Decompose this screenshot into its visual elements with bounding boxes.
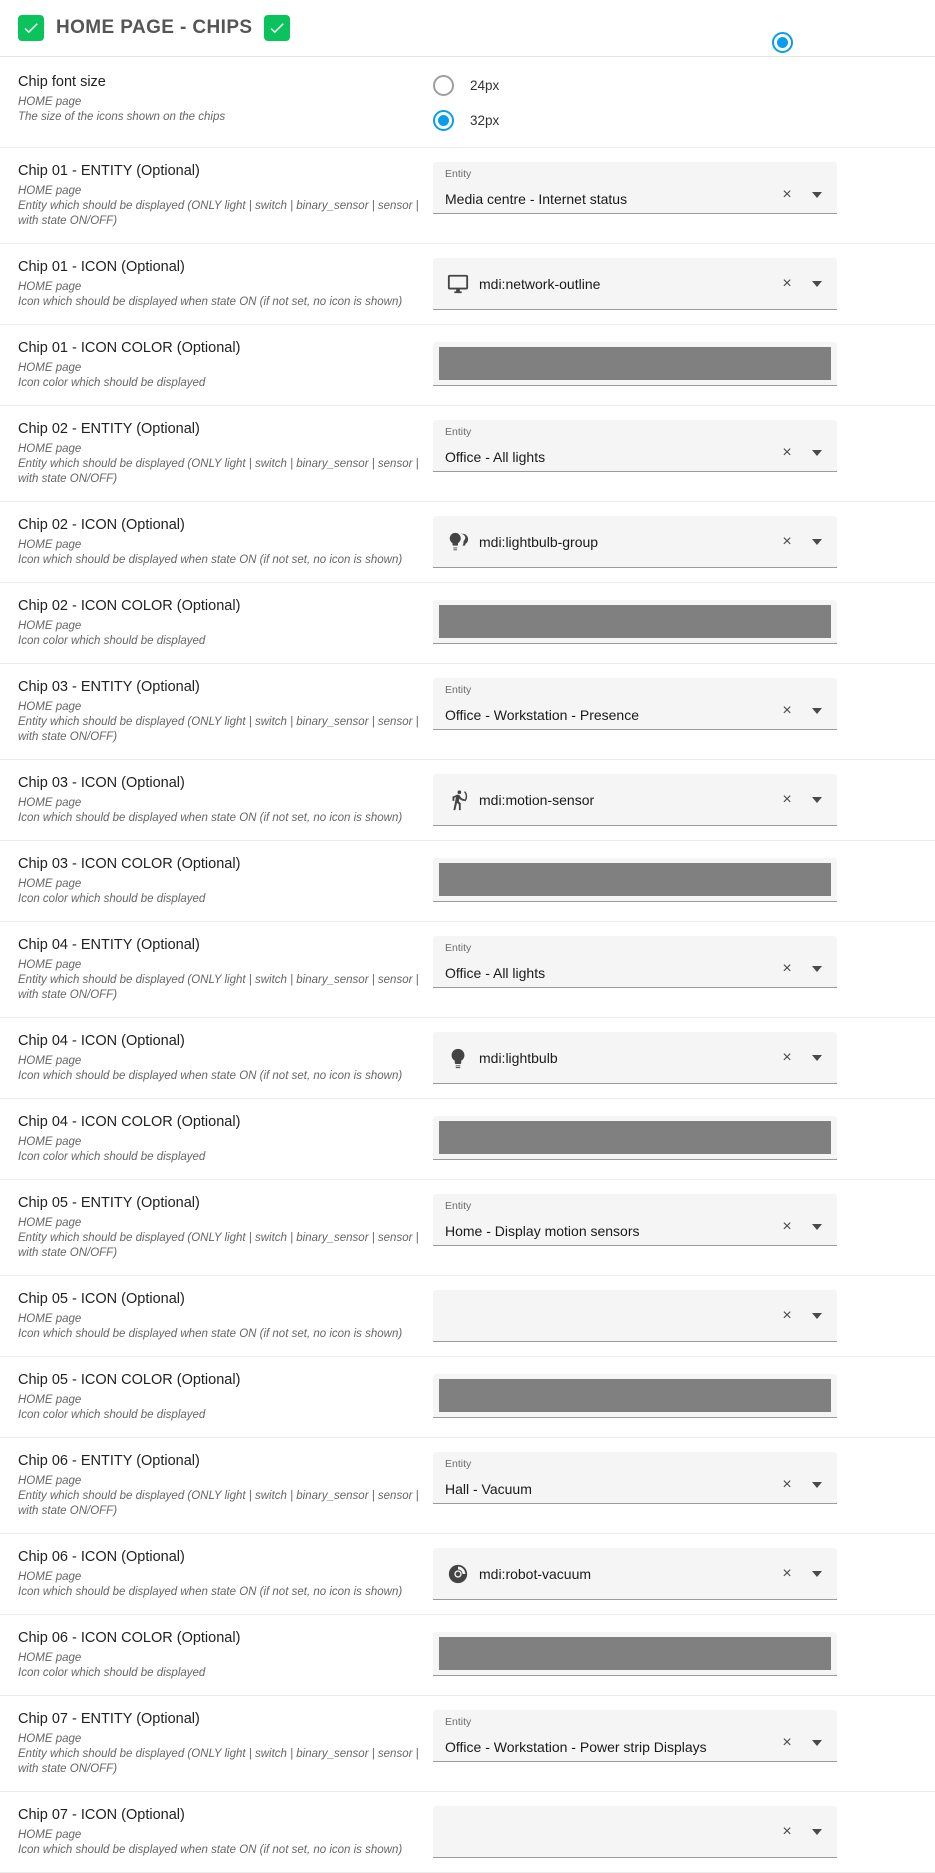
row-scope: HOME page [18,701,82,713]
field-actions [773,1560,831,1588]
row-labels [18,1371,433,1423]
settings-rows [0,148,935,1873]
row-labels [18,1710,433,1777]
row-labels [18,516,433,568]
row-control [433,1371,935,1421]
clear-icon[interactable]: × [773,1302,801,1330]
field-value: mdi:lightbulb-group [479,533,599,550]
row-description: Entity which should be displayed (ONLY light | switch | binary_sensor | sensor | with state ON/OFF) [18,716,419,743]
row-labels [18,1548,433,1600]
field-actions [773,439,831,467]
row-scope: HOME page [18,1652,82,1664]
clear-icon[interactable]: × [773,528,801,556]
row-labels [18,420,433,487]
icon-select-field[interactable] [433,1032,837,1084]
row-labels [18,339,433,391]
color-swatch[interactable] [439,605,831,638]
entity-select-field[interactable] [433,936,837,988]
clear-icon[interactable]: × [773,1818,801,1846]
chip-font-size-title: Chip font size [18,74,106,90]
header-radio[interactable] [772,32,793,53]
row-control [433,1032,935,1084]
row-labels [18,258,433,310]
entity-select-field[interactable] [433,1194,837,1246]
row-scope: HOME page [18,959,82,971]
row-description: Icon which should be displayed when state ON (if not set, no icon is shown) [18,1586,403,1598]
row-labels [18,774,433,826]
row-title: Chip 02 - ENTITY (Optional) [18,421,200,437]
field-value: Media centre - Internet status [445,191,628,207]
row-scope: HOME page [18,362,82,374]
icon-color-picker[interactable] [433,858,837,902]
chip-font-size-description: The size of the icons shown on the chips [18,111,226,123]
row-description: Icon which should be displayed when state ON (if not set, no icon is shown) [18,1844,403,1856]
row-title: Chip 04 - ENTITY (Optional) [18,937,200,953]
field-value: Office - All lights [445,965,546,981]
settings-row [0,1357,935,1438]
clear-icon[interactable]: × [773,1213,801,1241]
clear-icon[interactable]: × [773,786,801,814]
row-title: Chip 04 - ICON COLOR (Optional) [18,1114,241,1130]
settings-row [0,1615,935,1696]
row-title: Chip 02 - ICON (Optional) [18,517,185,533]
row-description: Icon which should be displayed when state ON (if not set, no icon is shown) [18,812,403,824]
entity-field-label: Entity [445,1716,472,1728]
entity-field-label: Entity [445,426,472,438]
row-title: Chip 05 - ICON (Optional) [18,1291,185,1307]
row-scope: HOME page [18,443,82,455]
settings-row [0,1099,935,1180]
entity-field-label: Entity [445,1200,472,1212]
row-labels [18,1194,433,1261]
row-description: Icon which should be displayed when state ON (if not set, no icon is shown) [18,296,403,308]
radio-32px-label: 32px [470,113,500,128]
entity-field-label: Entity [445,1458,472,1470]
row-control [433,1452,935,1504]
icon-select-field[interactable] [433,1806,837,1858]
row-scope: HOME page [18,1733,82,1745]
settings-row [0,760,935,841]
row-title: Chip 02 - ICON COLOR (Optional) [18,598,241,614]
row-description: Entity which should be displayed (ONLY light | switch | binary_sensor | sensor | with state ON/OFF) [18,1490,419,1517]
row-scope: HOME page [18,797,82,809]
field-actions [773,1213,831,1241]
field-actions [773,1471,831,1499]
row-scope: HOME page [18,1313,82,1325]
chip-font-size-option-32[interactable] [433,110,923,131]
chip-font-size-scope: HOME page [18,96,82,108]
icon-select-field[interactable] [433,516,837,568]
row-title: Chip 01 - ICON (Optional) [18,259,185,275]
chip-font-size-options [433,73,935,131]
row-labels [18,1032,433,1084]
settings-row [0,1180,935,1276]
row-title: Chip 03 - ENTITY (Optional) [18,679,200,695]
settings-row [0,1534,935,1615]
row-control [433,420,935,472]
entity-field-label: Entity [445,942,472,954]
row-scope: HOME page [18,1475,82,1487]
row-labels [18,936,433,1003]
field-value: Office - Workstation - Power strip Displays [445,1739,707,1755]
row-control [433,1806,935,1858]
chevron-down-icon[interactable] [803,1471,831,1499]
row-control [433,1194,935,1246]
chip-font-size-row [0,57,935,148]
clear-icon[interactable]: × [773,270,801,298]
chevron-down-icon[interactable] [803,1560,831,1588]
radio-32px[interactable] [433,110,454,131]
icon-color-picker[interactable] [433,342,837,386]
settings-row [0,664,935,760]
row-scope: HOME page [18,1217,82,1229]
chevron-down-icon[interactable] [803,439,831,467]
row-control [433,1290,935,1342]
row-control [433,258,935,310]
chevron-down-icon[interactable] [803,1213,831,1241]
header-checkbox-right[interactable] [264,15,290,41]
row-title: Chip 05 - ICON COLOR (Optional) [18,1372,241,1388]
field-actions [773,181,831,209]
row-title: Chip 04 - ICON (Optional) [18,1033,185,1049]
page-header [0,0,935,57]
chip-font-size-option-24[interactable] [433,75,923,96]
entity-field-label: Entity [445,168,472,180]
entity-field-label: Entity [445,684,472,696]
settings-row [0,244,935,325]
row-description: Icon color which should be displayed [18,1409,206,1421]
settings-row [0,1696,935,1792]
settings-row [0,502,935,583]
row-control [433,1548,935,1600]
row-scope: HOME page [18,281,82,293]
field-value: Office - Workstation - Presence [445,707,639,723]
settings-row [0,1438,935,1534]
chevron-down-icon[interactable] [803,1729,831,1757]
settings-row [0,1276,935,1357]
row-description: Icon color which should be displayed [18,1151,206,1163]
row-description: Entity which should be displayed (ONLY light | switch | binary_sensor | sensor | with state ON/OFF) [18,458,419,485]
row-control [433,1113,935,1163]
field-actions [773,697,831,725]
row-title: Chip 05 - ENTITY (Optional) [18,1195,200,1211]
icon-color-picker[interactable] [433,1116,837,1160]
chevron-down-icon[interactable] [803,528,831,556]
field-actions [773,1044,831,1072]
field-value: Hall - Vacuum [445,1481,532,1497]
row-description: Icon color which should be displayed [18,1667,206,1679]
row-labels [18,1629,433,1681]
icon-select-field[interactable] [433,258,837,310]
row-control [433,855,935,905]
field-actions [773,528,831,556]
chevron-down-icon[interactable] [803,1044,831,1072]
radio-24px-label: 24px [470,78,500,93]
chevron-down-icon[interactable] [803,1302,831,1330]
row-description: Entity which should be displayed (ONLY light | switch | binary_sensor | sensor | with state ON/OFF) [18,200,419,227]
settings-row [0,1792,935,1873]
lightbulb-icon [445,1047,471,1069]
field-actions [773,270,831,298]
chevron-down-icon[interactable] [803,181,831,209]
row-description: Icon which should be displayed when state ON (if not set, no icon is shown) [18,1328,403,1340]
row-description: Icon which should be displayed when state ON (if not set, no icon is shown) [18,1070,403,1082]
row-control [433,774,935,826]
field-actions [773,786,831,814]
chevron-down-icon[interactable] [803,697,831,725]
row-labels [18,855,433,907]
icon-select-field[interactable] [433,1548,837,1600]
color-swatch[interactable] [439,1121,831,1154]
field-value: mdi:lightbulb [479,1049,558,1066]
clear-icon[interactable]: × [773,1471,801,1499]
row-labels [18,678,433,745]
color-swatch[interactable] [439,863,831,896]
icon-select-field[interactable] [433,774,837,826]
row-labels [18,1290,433,1342]
row-title: Chip 07 - ENTITY (Optional) [18,1711,200,1727]
settings-row [0,922,935,1018]
chevron-down-icon[interactable] [803,786,831,814]
monitor-icon [445,273,471,295]
settings-row [0,406,935,502]
row-control [433,936,935,988]
chevron-down-icon[interactable] [803,955,831,983]
clear-icon[interactable]: × [773,697,801,725]
clear-icon[interactable]: × [773,1560,801,1588]
lightbulb-group-icon [445,531,471,553]
row-control [433,1710,935,1762]
entity-select-field[interactable] [433,678,837,730]
robot-vacuum-icon [445,1563,471,1585]
field-value: Home - Display motion sensors [445,1223,640,1239]
row-scope: HOME page [18,620,82,632]
icon-color-picker[interactable] [433,600,837,644]
clear-icon[interactable]: × [773,955,801,983]
row-title: Chip 01 - ENTITY (Optional) [18,163,200,179]
icon-color-picker[interactable] [433,1374,837,1418]
clear-icon[interactable]: × [773,439,801,467]
chip-font-size-labels [18,73,433,125]
settings-row [0,1018,935,1099]
row-title: Chip 06 - ICON (Optional) [18,1549,185,1565]
field-actions [773,1302,831,1330]
row-scope: HOME page [18,185,82,197]
icon-color-picker[interactable] [433,1632,837,1676]
row-description: Entity which should be displayed (ONLY light | switch | binary_sensor | sensor | with state ON/OFF) [18,974,419,1001]
row-title: Chip 01 - ICON COLOR (Optional) [18,340,241,356]
row-scope: HOME page [18,1136,82,1148]
row-labels [18,1452,433,1519]
row-description: Icon color which should be displayed [18,377,206,389]
color-swatch[interactable] [439,1379,831,1412]
entity-select-field[interactable] [433,1710,837,1762]
field-actions [773,1818,831,1846]
settings-row [0,148,935,244]
settings-row [0,583,935,664]
field-value: mdi:network-outline [479,275,601,292]
row-control [433,516,935,568]
row-labels [18,162,433,229]
field-actions [773,1729,831,1757]
row-title: Chip 03 - ICON (Optional) [18,775,185,791]
row-scope: HOME page [18,1394,82,1406]
row-title: Chip 07 - ICON (Optional) [18,1807,185,1823]
row-control [433,678,935,730]
color-swatch[interactable] [439,347,831,380]
clear-icon[interactable]: × [773,1729,801,1757]
field-value: mdi:motion-sensor [479,791,595,808]
field-value: Office - All lights [445,449,546,465]
entity-select-field[interactable] [433,420,837,472]
row-control [433,1629,935,1679]
row-description: Icon color which should be displayed [18,893,206,905]
row-labels [18,1113,433,1165]
chevron-down-icon[interactable] [803,270,831,298]
header-checkbox-left[interactable] [18,15,44,41]
row-scope: HOME page [18,1829,82,1841]
row-scope: HOME page [18,539,82,551]
row-description: Entity which should be displayed (ONLY light | switch | binary_sensor | sensor | with state ON/OFF) [18,1232,419,1259]
field-value: mdi:robot-vacuum [479,1565,592,1582]
settings-row [0,325,935,406]
row-scope: HOME page [18,878,82,890]
row-control [433,597,935,647]
page-title: HOME PAGE - CHIPS [56,17,253,38]
row-labels [18,1806,433,1858]
icon-select-field[interactable] [433,1290,837,1342]
row-labels [18,597,433,649]
settings-row [0,841,935,922]
row-title: Chip 06 - ENTITY (Optional) [18,1453,200,1469]
field-actions [773,955,831,983]
row-title: Chip 03 - ICON COLOR (Optional) [18,856,241,872]
entity-select-field[interactable] [433,1452,837,1504]
row-description: Icon which should be displayed when state ON (if not set, no icon is shown) [18,554,403,566]
row-description: Icon color which should be displayed [18,635,206,647]
color-swatch[interactable] [439,1637,831,1670]
clear-icon[interactable]: × [773,1044,801,1072]
radio-24px[interactable] [433,75,454,96]
entity-select-field[interactable] [433,162,837,214]
clear-icon[interactable]: × [773,181,801,209]
row-control [433,162,935,214]
chevron-down-icon[interactable] [803,1818,831,1846]
row-scope: HOME page [18,1571,82,1583]
row-description: Entity which should be displayed (ONLY light | switch | binary_sensor | sensor | with state ON/OFF) [18,1748,419,1775]
row-scope: HOME page [18,1055,82,1067]
motion-sensor-icon [445,789,471,811]
row-control [433,339,935,389]
row-title: Chip 06 - ICON COLOR (Optional) [18,1630,241,1646]
